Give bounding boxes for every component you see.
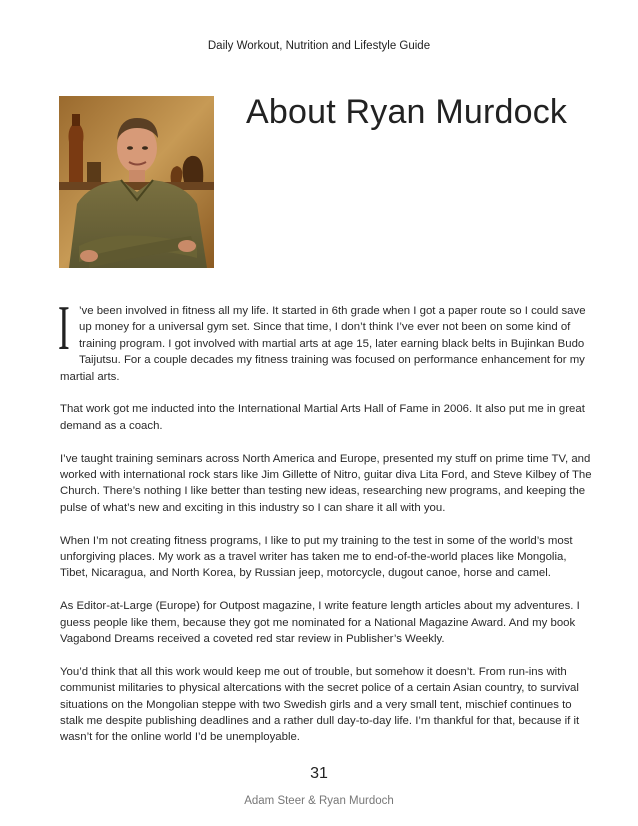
page-title: About Ryan Murdock <box>246 93 568 131</box>
body-text <box>58 292 595 762</box>
paragraph-1-text: ’ve been involved in fitness all my life. It started in 6th grade when I got a paper route so I could save up money for a universal gym set. Since that time, I don’t think I’ve ever not been on some kind of training program. I got involved with martial arts at age 15, later earning black belts in Bujinkan Budo Taijutsu. For a couple decades my fitness training was focused on performance enhancement for my martial arts. <box>60 305 586 383</box>
paragraph-3: I’ve taught training seminars across North America and Europe, presented my stuff on prime time TV, and worked with international rock stars like Jim Gillette of Nitro, guitar diva Lita Ford, and Steve Kilbey of The Church. There’s nothing I like better than testing new ideas, researching new programs, and keeping the pulse of what’s new and exciting in this industry so I can share it all with you. <box>60 452 592 514</box>
author-photo <box>59 96 214 268</box>
running-header: Daily Workout, Nutrition and Lifestyle Guide <box>207 40 431 52</box>
paragraph-1 <box>58 292 595 385</box>
paragraph-6: You’d think that all this work would keep me out of trouble, but somehow it doesn’t. From run-ins with communist militaries to physical altercations with the secret police of a certain Asian country, to survival situations on the Mongolian steppe with two Swedish girls and a very small tent, mischief continues to stalk me despite publishing deadlines and a rather dull day-to-day life. I’m thankful for that, because if it wasn’t for the online world I’d be unemployable. <box>60 665 580 744</box>
paragraph-4: When I’m not creating fitness programs, I like to put my training to the test in some of the world’s most unforgiving places. My work as a travel writer has taken me to end-of-the-world places like Mongolia, Tibet, Nicaragua, and North Korea, by Russian jeep, motorcycle, dugout canoe, horse and camel. <box>60 534 573 580</box>
paragraph-2: That work got me inducted into the International Martial Arts Hall of Fame in 2006. It also put me in great demand as a coach. <box>60 403 585 432</box>
drop-cap: I <box>58 292 70 363</box>
running-footer: Adam Steer & Ryan Murdoch <box>244 795 394 807</box>
page-number: 31 <box>310 765 328 782</box>
paragraph-5: As Editor-at-Large (Europe) for Outpost magazine, I write feature length articles about my adventures. I guess people like them, because they got me nominated for a National Magazine Award. And my book Vagabond Dreams received a coveted red star review in Publisher’s Weekly. <box>60 600 580 646</box>
